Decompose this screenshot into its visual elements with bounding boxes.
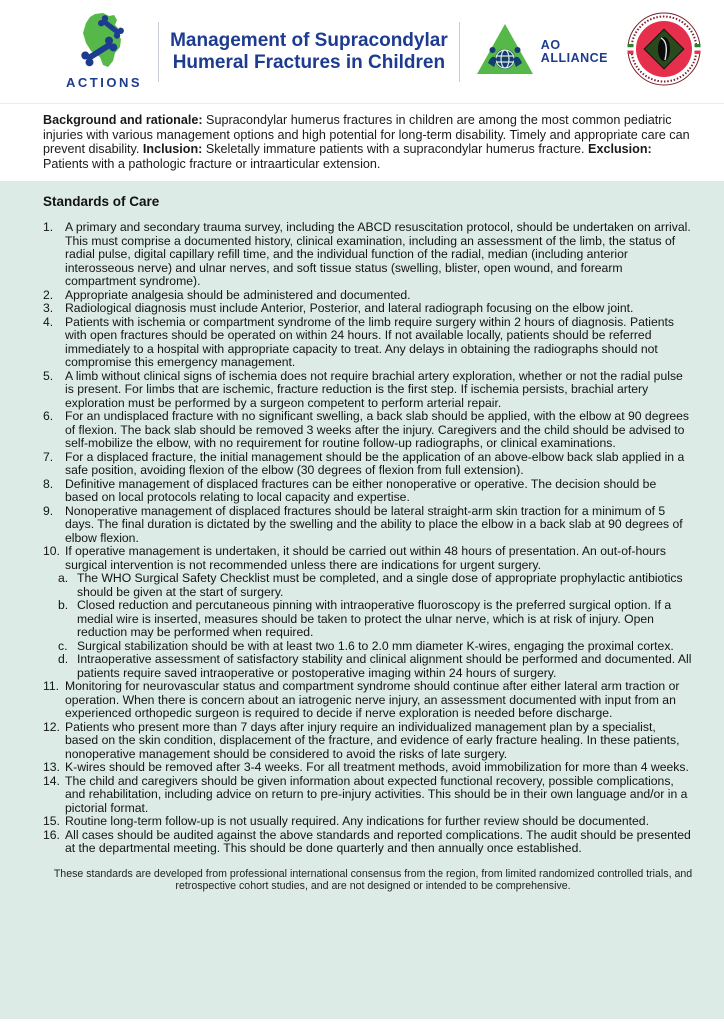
standard-item [43, 289, 694, 303]
standard-subitem [58, 599, 694, 640]
standards-section [0, 181, 724, 1019]
item-text: For an undisplaced fracture with no significant swelling, a back slab should be applied, with the elbow at 90 degrees of flexion. The back slab should be removed 3 weeks after the injury. Caregivers and the child should be advised to self-mobilize the elbow, with no requirement for routine follow-up radiographs, or clinical examinations. [65, 409, 689, 451]
background-label: Background and rationale: [43, 113, 203, 127]
standards-heading: Standards of Care [43, 194, 160, 210]
item-number: 9. [43, 503, 54, 518]
item-number: 11. [43, 679, 60, 694]
background-section [0, 104, 724, 171]
ao-alliance-text [541, 39, 608, 65]
standard-subitem [58, 572, 694, 599]
item-text: All cases should be audited against the above standards and reported complications. The audit should be presented at the departmental meeting. This should be done quarterly and then annually once established. [65, 827, 691, 856]
society-emblem-logo [626, 11, 702, 92]
subitem-text: Intraoperative assessment of satisfactory stability and clinical alignment should be performed and documented. All patients require saved intraoperative or postoperative imaging within 24 hours of surgery. [77, 652, 692, 680]
item-number: 14. [43, 773, 60, 788]
standard-item [43, 815, 694, 829]
standard-item [43, 302, 694, 316]
standard-item [43, 451, 694, 478]
standards-list [43, 221, 694, 856]
standard-item [43, 505, 694, 546]
standard-item [43, 829, 694, 856]
item-text: Radiological diagnosis must include Anterior, Posterior, and lateral radiograph focusing on the elbow joint. [65, 301, 634, 316]
ao-text-line1: AO [540, 37, 561, 52]
background-paragraph [43, 113, 690, 171]
item-text: K-wires should be removed after 3-4 weeks. For all treatment methods, avoid immobilization for more than 4 weeks. [65, 760, 689, 775]
item-number: 10. [43, 544, 60, 559]
subitem-letter: d. [58, 652, 69, 667]
item-text: A primary and secondary trauma survey, including the ABCD resuscitation protocol, should be undertaken on arrival. This must comprise a documented history, clinical examination, including an assessment of the limb, the status of radial pulse, digital capillary refill time, and the individual function of the radial, median (including anterior interosseous nerve) and ulnar nerves, and soft tissue status (swelling, blister, open wound, and forearm compartment syndrome). [65, 220, 691, 289]
item-text: Appropriate analgesia should be administered and documented. [65, 287, 411, 302]
standard-subitems [43, 572, 694, 680]
item-number: 12. [43, 719, 60, 734]
item-text: A limb without clinical signs of ischemia does not require brachial artery exploration, whether or not the radial pulse is present. For limbs that are ischemic, fracture reduction is the first step. If ischemia persists, brachial artery exploration must be performed by a surgeon competent to perform arterial repair. [65, 368, 683, 410]
item-number: 7. [43, 449, 54, 464]
subitem-text: Surgical stabilization should be with at least two 1.6 to 2.0 mm diameter K-wires, engaging the proximal cortex. [77, 638, 674, 653]
ao-alliance-logo [460, 23, 618, 80]
standard-item [43, 721, 694, 762]
standard-item [43, 775, 694, 816]
item-text: Nonoperative management of displaced fractures should be lateral straight-arm skin traction for a minimum of 5 days. The final duration is dictated by the swelling and the ability to place the elbow in a back slab at 90 degrees of elbow flexion. [65, 503, 683, 545]
subitem-text: The WHO Surgical Safety Checklist must be completed, and a single dose of appropriate prophylactic antibiotics should be given at the start of surgery. [77, 571, 683, 599]
standard-item [43, 221, 694, 289]
item-number: 13. [43, 760, 60, 775]
item-number: 2. [43, 287, 54, 302]
item-number: 6. [43, 409, 54, 424]
page-title-line2: Humeral Fractures in Children [172, 51, 446, 73]
item-number: 8. [43, 476, 54, 491]
standard-item [43, 478, 694, 505]
background-text: Supracondylar humerus fractures in children are among the most common pediatric injuries with various management options and high potential for long-term disability. Timely and appropriate care can prevent disability. [43, 113, 690, 157]
page-title-line1: Management of Supracondylar [170, 29, 448, 51]
item-text: The child and caregivers should be given information about expected functional recovery, possible complications, and rehabilitation, including advice on return to pre-injury activities. This should be in their own language and/or in a pictorial format. [65, 773, 688, 815]
standard-item [43, 410, 694, 451]
page-title [167, 30, 451, 74]
standard-item [43, 680, 694, 721]
item-number: 1. [43, 220, 54, 235]
title-wrap [159, 30, 459, 74]
ao-text-line2: ALLIANCE [540, 50, 608, 65]
standard-item [43, 545, 694, 572]
actions-africa-bone-icon [73, 13, 135, 74]
exclusion-text: Patients with a pathologic fracture or intraarticular extension. [43, 156, 381, 171]
item-text: Monitoring for neurovascular status and compartment syndrome should continue after either lateral arm traction or operation. When there is concern about an iatrogenic nerve injury, an assessment documented with input from an experienced orthopedic surgeon is required to decide if nerve exploration is needed before discharge. [65, 679, 680, 721]
item-number: 3. [43, 301, 54, 316]
standard-subitem [58, 640, 694, 654]
inclusion-label: Inclusion: [142, 142, 203, 157]
actions-logo [50, 13, 158, 90]
subitem-letter: b. [58, 598, 69, 613]
item-text: Patients who present more than 7 days after injury require an individualized management plan by a specialist, based on the skin condition, displacement of the fracture, and evidence of early fracture healing. In these patients, nonoperative management should be considered to avoid the risks of late surgery. [65, 719, 680, 761]
inclusion-text: Skeletally immature patients with a supracondylar humerus fracture. [202, 142, 589, 157]
standard-item [43, 370, 694, 411]
item-number: 4. [43, 314, 54, 329]
item-number: 5. [43, 368, 54, 383]
sub-list [43, 572, 694, 680]
subitem-letter: a. [58, 571, 69, 586]
item-text: For a displaced fracture, the initial management should be the application of an above-elbow back slab applied in a safe position, avoiding flexion of the elbow (30 degrees of flexion from full extension). [65, 449, 685, 478]
header [0, 0, 724, 104]
standard-item [43, 761, 694, 775]
footer-note: These standards are developed from professional international consensus from the region, from limited randomized controlled trials, and retrospective cohort studies, and are not designed or intended to be comprehensive. [53, 867, 693, 893]
item-number: 16. [43, 827, 60, 842]
exclusion-label: Exclusion: [588, 142, 652, 157]
subitem-text: Closed reduction and percutaneous pinning with intraoperative fluoroscopy is the preferred surgical option. If a medial wire is inserted, measures should be taken to protect the ulnar nerve, which is at risk of injury. Open reduction may be performed when required. [77, 598, 672, 640]
actions-logo-label: ACTIONS [66, 75, 142, 90]
item-text: Definitive management of displaced fractures can be either nonoperative or operative. The decision should be based on local protocols relating to local capacity and expertise. [65, 476, 657, 505]
ao-alliance-triangle-icon [476, 23, 534, 80]
item-text: Routine long-term follow-up is not usually required. Any indications for further review should be documented. [65, 814, 649, 829]
subitem-letter: c. [58, 638, 68, 653]
item-text: If operative management is undertaken, it should be carried out within 48 hours of presentation. An out-of-hours surgical intervention is not recommended unless there are indications for urgent surgery. [65, 544, 666, 572]
item-text: Patients with ischemia or compartment syndrome of the limb require surgery within 2 hours of diagnosis. Patients with open fractures should be operated on within 24 hours. If not available locally, patients should be referred immediately to a hospital with appropriate capacity to treat. Any delays in obtaining the radiographs should not compromise this emergency management. [65, 314, 674, 370]
standard-subitem [58, 653, 694, 680]
item-number: 15. [43, 814, 60, 829]
standard-item [43, 316, 694, 370]
